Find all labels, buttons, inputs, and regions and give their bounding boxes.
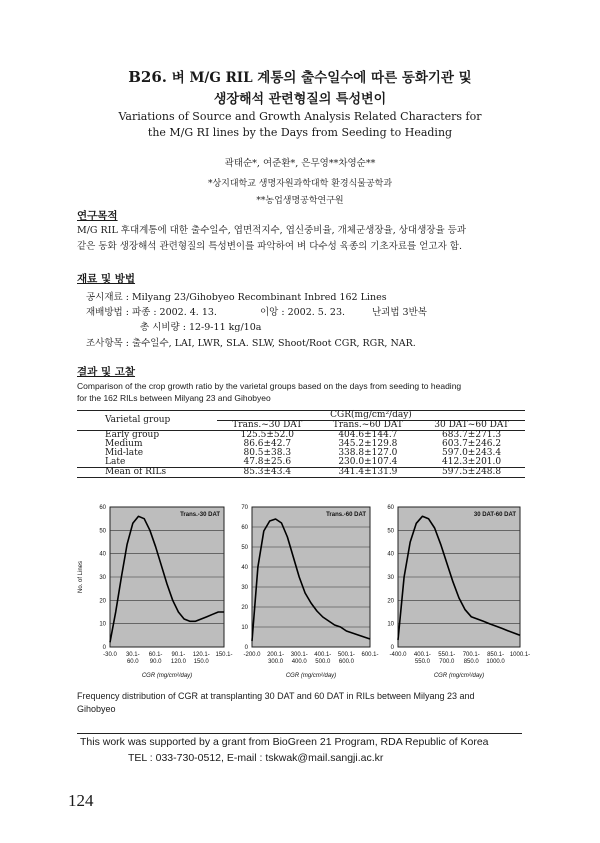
y-tick-label: 20: [387, 598, 394, 605]
table-cell: 345.2±129.8: [338, 439, 398, 449]
table-subheader: Trans.~60 DAT: [332, 420, 403, 430]
x-tick-label: 60.1-: [148, 652, 163, 658]
x-tick-label: 850.1-: [487, 652, 505, 658]
cgr-comparison-table: [77, 410, 525, 478]
funding-note: This work was supported by a grant from BioGreen 21 Program, RDA Republic of Korea: [80, 736, 489, 748]
plot-area: [252, 507, 370, 647]
table-cell: 683.7±271.3: [442, 430, 502, 440]
y-tick-label: 0: [102, 645, 106, 651]
chart-30-60dat-svg: [380, 495, 532, 685]
purpose-line2: 같은 동화 생장해석 관련형질의 특성변이를 파악하여 벼 다수성 육종의 기초자료를 얻고자 함.: [77, 241, 462, 252]
x-tick-label: 850.0: [463, 659, 479, 665]
x-tick-label: 120.0: [170, 659, 186, 665]
y-tick-label: 30: [241, 585, 248, 591]
y-tick-label: 50: [241, 545, 248, 551]
y-tick-label: 30: [387, 575, 394, 581]
methods-traits: 조사항목 : 출수일수, LAI, LWR, SLA. SLW, Shoot/Root CGR, RGR, NAR.: [86, 338, 416, 349]
x-tick-label: 300.1-: [290, 652, 308, 658]
table-cell-group: Medium: [105, 439, 143, 449]
table-cell-group: Early group: [105, 430, 160, 440]
affiliation-2: **농업생명공학연구원: [256, 196, 344, 206]
x-tick-label: 700.0: [439, 659, 455, 665]
chart-title: Trans.-60 DAT: [326, 512, 366, 518]
table-caption-line2: for the 162 RILs between Milyang 23 and Gihobyeo: [77, 393, 271, 403]
y-tick-label: 20: [241, 605, 248, 611]
methods-fertilizer: 총 시비량 : 12-9-11 kg/10a: [140, 322, 262, 333]
x-tick-label: 150.0: [193, 659, 209, 665]
methods-cultivation-design: 난괴법 3반복: [372, 307, 427, 318]
x-axis-label: CGR (mg/cm²/day): [433, 673, 485, 679]
methods-cultivation-seeding: 재배방법 : 파종 : 2002. 4. 13.: [86, 307, 217, 318]
y-tick-label: 50: [387, 528, 394, 535]
chart-title: Trans.-30 DAT: [180, 512, 220, 518]
chart-title: 30 DAT-60 DAT: [473, 512, 516, 518]
table-subheader: 30 DAT~60 DAT: [434, 420, 509, 430]
table-cell: 412.3±201.0: [442, 457, 502, 467]
x-tick-label: 60.0: [126, 659, 139, 665]
y-tick-label: 50: [99, 528, 106, 535]
contact-info: TEL : 033-730-0512, E-mail : tskwak@mail.sangji.ac.kr: [128, 752, 384, 764]
table-cell: 338.8±127.0: [338, 448, 398, 458]
table-cell: 80.5±38.3: [243, 448, 292, 458]
footer-divider: [77, 733, 522, 734]
authors: 곽태순*, 여준환*, 은무영**차영순**: [224, 158, 376, 169]
y-tick-label: 10: [387, 621, 394, 628]
x-tick-label: -200.0: [243, 652, 261, 658]
table-cell-group: Mid-late: [105, 448, 144, 458]
table-cell: 125.5±52.0: [240, 430, 294, 440]
figure-caption-line1: Frequency distribution of CGR at transplanting 30 DAT and 60 DAT in RILs between Milyang 23 and: [77, 691, 475, 701]
figure-caption-line2: Gihobyeo: [77, 704, 116, 714]
abstract-code: B26.: [128, 68, 168, 86]
methods-cultivation-transplant: 이앙 : 2002. 5. 23.: [260, 307, 346, 318]
x-tick-label: 550.0: [414, 659, 430, 665]
x-tick-label: -400.0: [389, 652, 407, 658]
x-tick-label: 90.0: [149, 659, 162, 665]
x-tick-label: 600.0: [338, 659, 354, 665]
table-cell: 47.8±25.6: [243, 457, 292, 467]
korean-title-text: 벼 M/G RIL 계통의 출수일수에 따른 동화기관 및: [171, 70, 472, 86]
x-tick-label: 1000.0: [486, 659, 505, 665]
y-tick-label: 70: [241, 505, 248, 511]
x-tick-label: 90.1-: [171, 652, 186, 658]
y-tick-label: 20: [99, 598, 106, 605]
korean-title-line2: 생장해석 관련형질의 특성변이: [213, 92, 387, 107]
results-heading: 결과 및 고찰: [77, 366, 136, 378]
purpose-line1: M/G RIL 후대계통에 대한 출수일수, 엽면적지수, 엽신중비율, 개체군생장율, 상대생장율 등과: [77, 225, 467, 236]
english-title-line2: the M/G RI lines by the Days from Seeding to Heading: [147, 126, 453, 139]
table-header-cgr: CGR(mg/cm²/day): [217, 411, 525, 421]
chart-trans-30dat-svg: [74, 495, 234, 685]
table-cell: 85.3±43.4: [243, 467, 292, 477]
x-tick-label: 700.1-: [462, 652, 480, 658]
table-cell-group: Mean of RILs: [105, 467, 167, 477]
x-tick-label: 1000.1-: [509, 652, 531, 658]
y-tick-label: 60: [99, 505, 106, 511]
table-cell: 341.4±131.9: [338, 467, 398, 477]
table-cell: 597.5±248.8: [442, 467, 502, 477]
table-subheader: Trans.~30 DAT: [232, 420, 303, 430]
y-tick-label: 60: [387, 505, 394, 511]
methods-material: 공시재료 : Milyang 23/Gihobyeo Recombinant Inbred 162 Lines: [86, 292, 387, 303]
x-tick-label: 400.0: [291, 659, 307, 665]
x-tick-label: 500.0: [315, 659, 331, 665]
x-tick-label: 150.1-: [215, 652, 233, 658]
y-axis-label: No. of Lines: [78, 560, 84, 594]
english-title-line1: Variations of Source and Growth Analysis Related Characters for: [118, 110, 482, 123]
purpose-heading: 연구목적: [77, 210, 118, 222]
y-tick-label: 10: [241, 625, 248, 631]
table-caption-line1: Comparison of the crop growth ratio by the varietal groups based on the days from seeding to heading: [77, 381, 462, 391]
chart-trans-30dat: [74, 495, 234, 685]
x-axis-label: CGR (mg/cm²/day): [141, 673, 193, 679]
x-tick-label: 400.1-: [314, 652, 332, 658]
y-tick-label: 60: [241, 525, 248, 531]
y-tick-label: 0: [390, 645, 394, 651]
table-cell: 404.6±144.7: [338, 430, 398, 440]
table-cell: 86.6±42.7: [243, 439, 292, 449]
y-tick-label: 0: [244, 645, 248, 651]
x-tick-label: 200.1-: [267, 652, 285, 658]
y-tick-label: 40: [241, 565, 248, 571]
table-cell: 603.7±246.2: [442, 439, 502, 449]
x-tick-label: 30.1-: [125, 652, 140, 658]
affiliation-1: *상지대학교 생명자원과학대학 환경식물공학과: [207, 179, 393, 189]
korean-title-line1: [0, 66, 600, 86]
methods-heading: 재료 및 방법: [77, 273, 136, 285]
y-tick-label: 40: [387, 551, 394, 558]
chart-30-60dat: [380, 495, 532, 685]
chart-trans-60dat-svg: [234, 495, 380, 685]
x-tick-label: 600.1-: [361, 652, 379, 658]
y-tick-label: 30: [99, 575, 106, 581]
page-number: 124: [68, 791, 94, 810]
table-cell: 597.0±243.4: [442, 448, 502, 458]
y-tick-label: 10: [99, 621, 106, 628]
chart-trans-60dat: [234, 495, 380, 685]
table-cell: 230.0±107.4: [338, 457, 398, 467]
table-header-varietal-group: Varietal group: [105, 415, 171, 425]
x-tick-label: 400.1-: [413, 652, 431, 658]
x-tick-label: -30.0: [103, 652, 117, 658]
x-tick-label: 120.1-: [192, 652, 210, 658]
table-cell-group: Late: [105, 457, 126, 467]
x-tick-label: 550.1-: [438, 652, 456, 658]
table-row-mean: [77, 468, 525, 478]
x-tick-label: 500.1-: [337, 652, 355, 658]
x-axis-label: CGR (mg/cm²/day): [285, 673, 337, 679]
y-tick-label: 40: [99, 551, 106, 558]
x-tick-label: 300.0: [268, 659, 284, 665]
